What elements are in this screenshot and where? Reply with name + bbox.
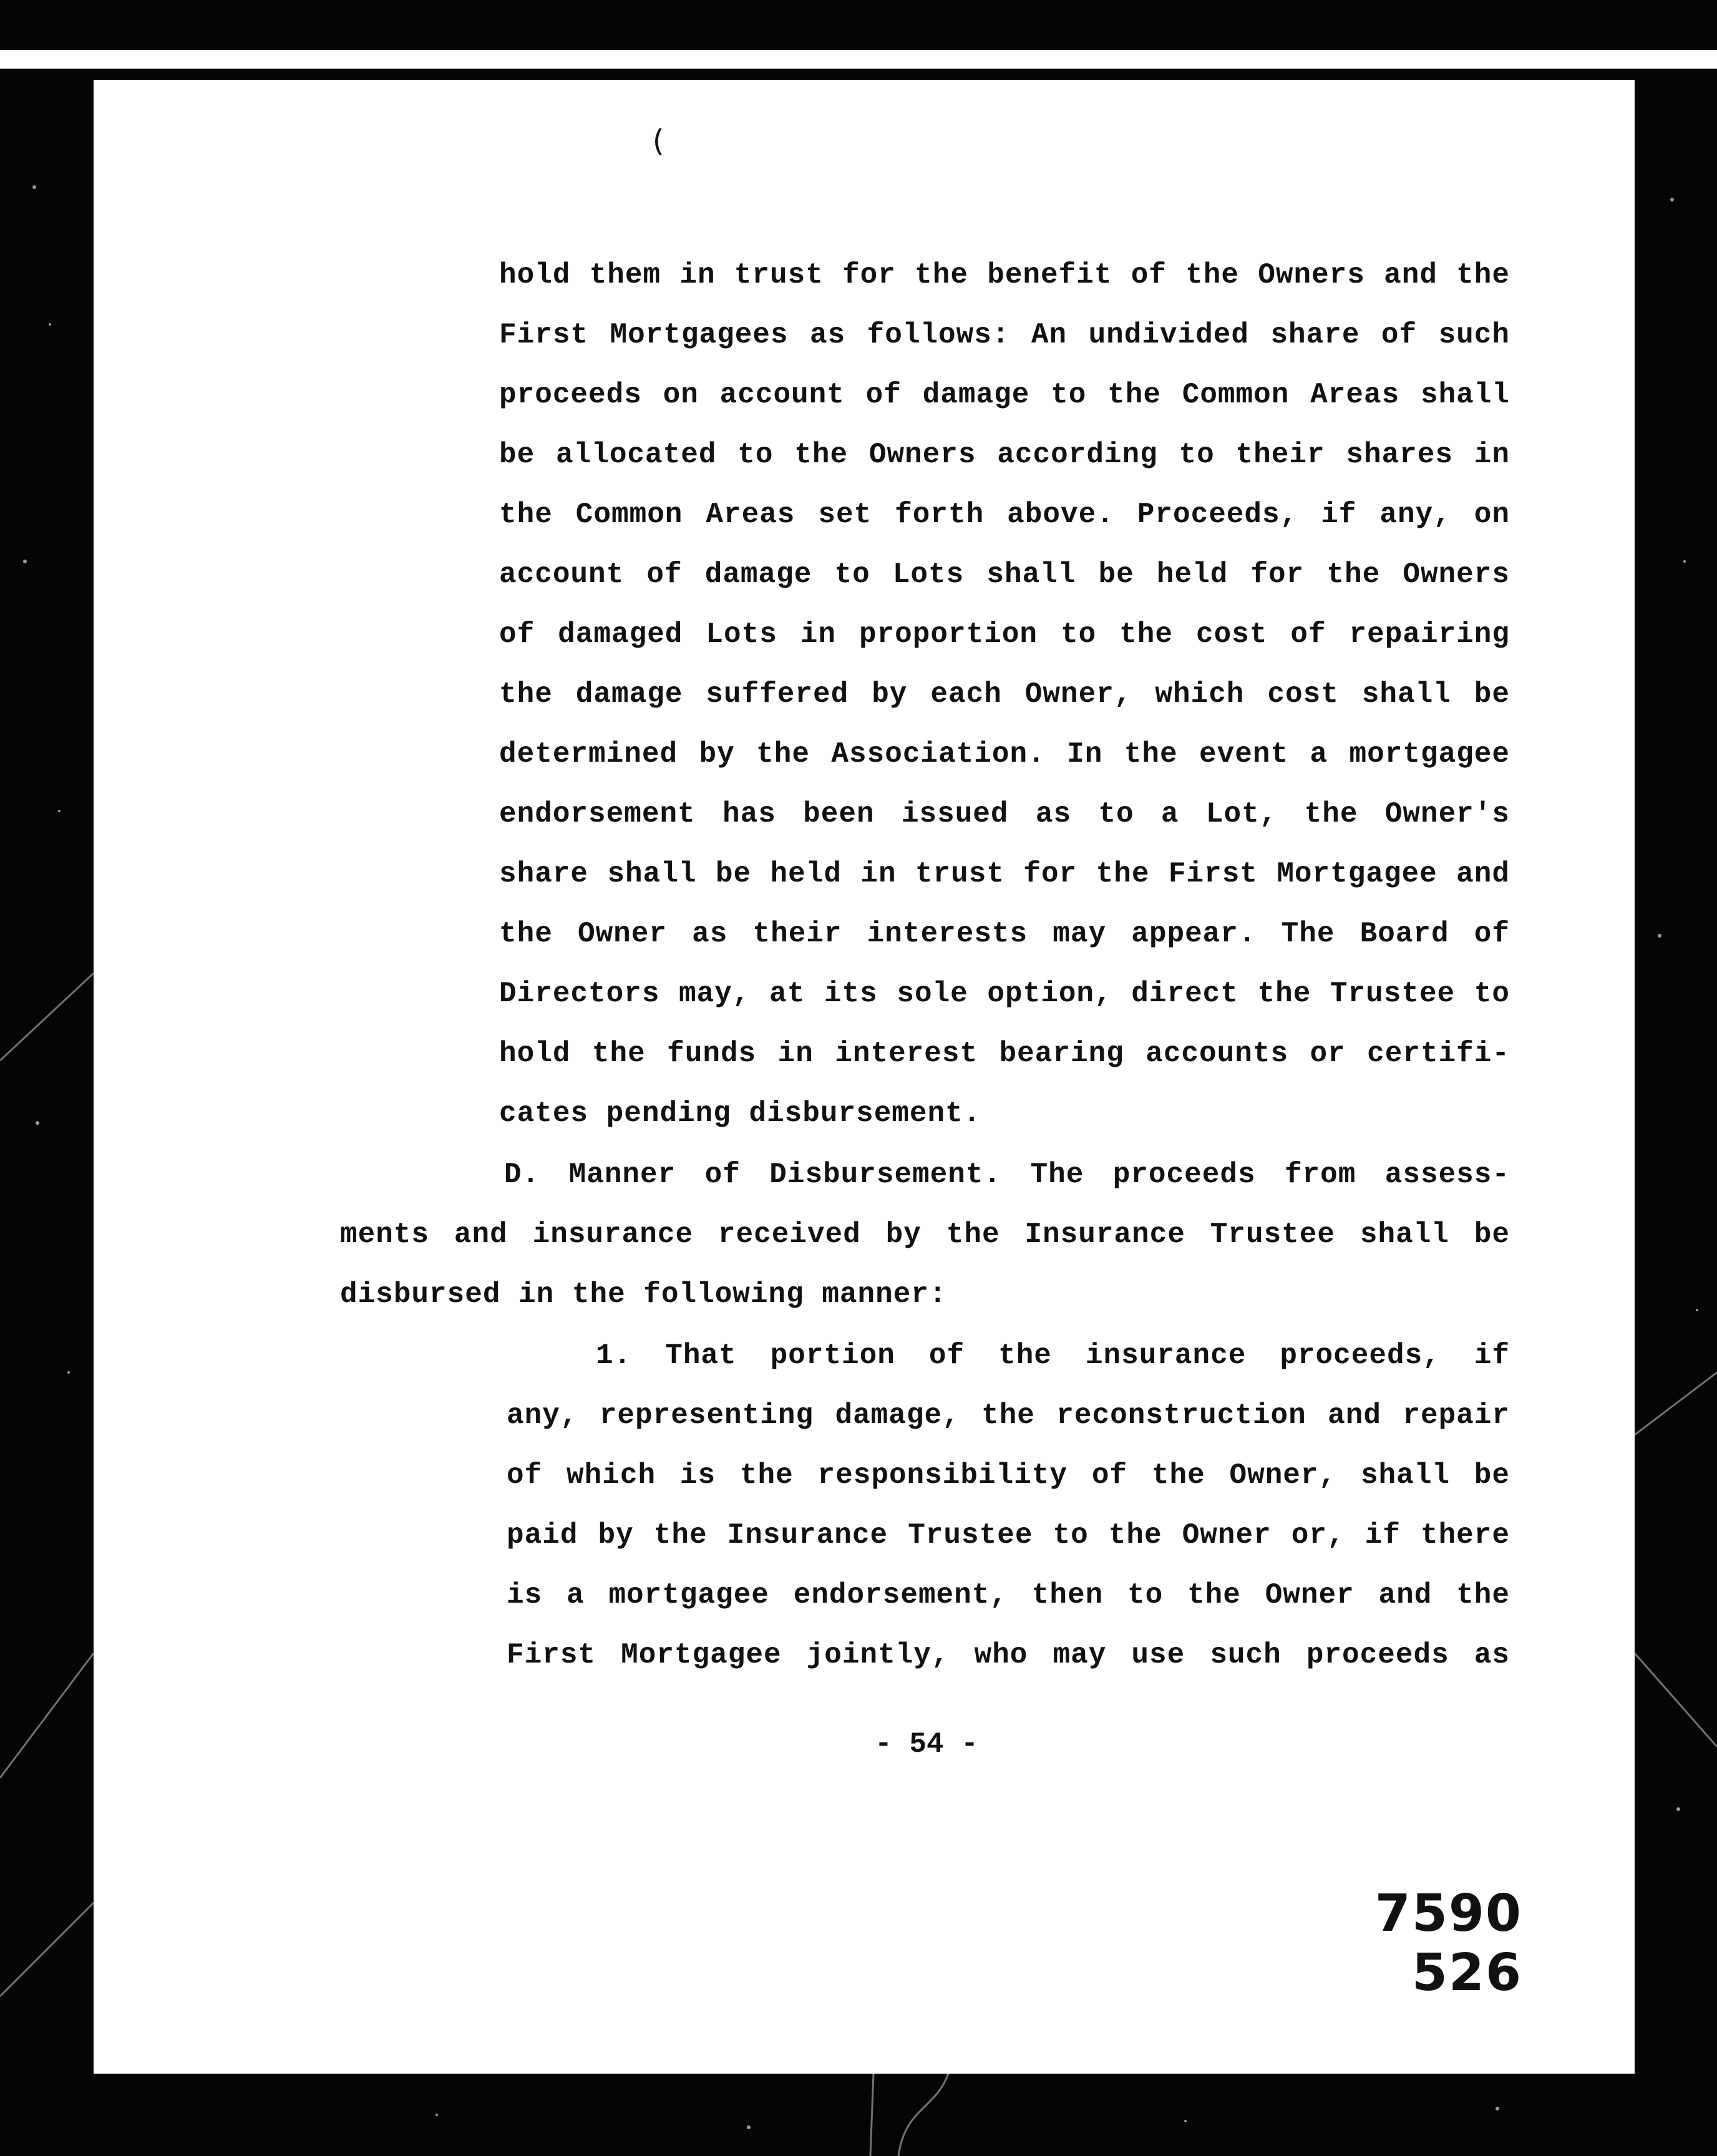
text-line: ments and insurance received by the Insurance Trustee shall be: [340, 1218, 1510, 1251]
text-line: cates pending disbursement.: [499, 1097, 981, 1130]
text-line: Directors may, at its sole option, direct the Trustee to: [499, 978, 1510, 1010]
list-item-line: 1. That portion of the insurance proceeds, if: [596, 1339, 1510, 1372]
margin-mark: (: [649, 124, 667, 158]
text-line: hold them in trust for the benefit of the Owners and the: [499, 259, 1510, 291]
text-line: share shall be held in trust for the First Mortgagee and: [499, 858, 1510, 890]
book-page-stamp: 7590 526: [1374, 1884, 1522, 2003]
text-line: disbursed in the following manner:: [340, 1278, 947, 1311]
text-line: is a mortgagee endorsement, then to the Owner and the: [507, 1579, 1510, 1611]
text-line: the damage suffered by each Owner, which cost shall be: [499, 678, 1510, 711]
text-line: of damaged Lots in proportion to the cost of repairing: [499, 618, 1510, 651]
text-line: the Owner as their interests may appear. The Board of: [499, 918, 1510, 950]
text-line: the Common Areas set forth above. Proceeds, if any, on: [499, 498, 1510, 531]
text-line: account of damage to Lots shall be held for the Owners: [499, 558, 1510, 591]
page-number: - 54 -: [875, 1728, 978, 1760]
text-line: proceeds on account of damage to the Common Areas shall: [499, 379, 1510, 411]
text-line: be allocated to the Owners according to their shares in: [499, 439, 1510, 471]
text-line: of which is the responsibility of the Owner, shall be: [507, 1459, 1510, 1492]
text-line: determined by the Association. In the event a mortgagee: [499, 738, 1510, 770]
text-line: First Mortgagees as follows: An undivided share of such: [499, 319, 1510, 351]
section-heading-line: D. Manner of Disbursement. The proceeds from assess-: [504, 1158, 1510, 1191]
text-line: First Mortgagee jointly, who may use such proceeds as: [507, 1639, 1510, 1671]
text-line: paid by the Insurance Trustee to the Owner or, if there: [507, 1519, 1510, 1551]
text-line: hold the funds in interest bearing accounts or certifi-: [499, 1037, 1510, 1070]
text-line: any, representing damage, the reconstruction and repair: [507, 1399, 1510, 1432]
text-line: endorsement has been issued as to a Lot, the Owner's: [499, 798, 1510, 830]
